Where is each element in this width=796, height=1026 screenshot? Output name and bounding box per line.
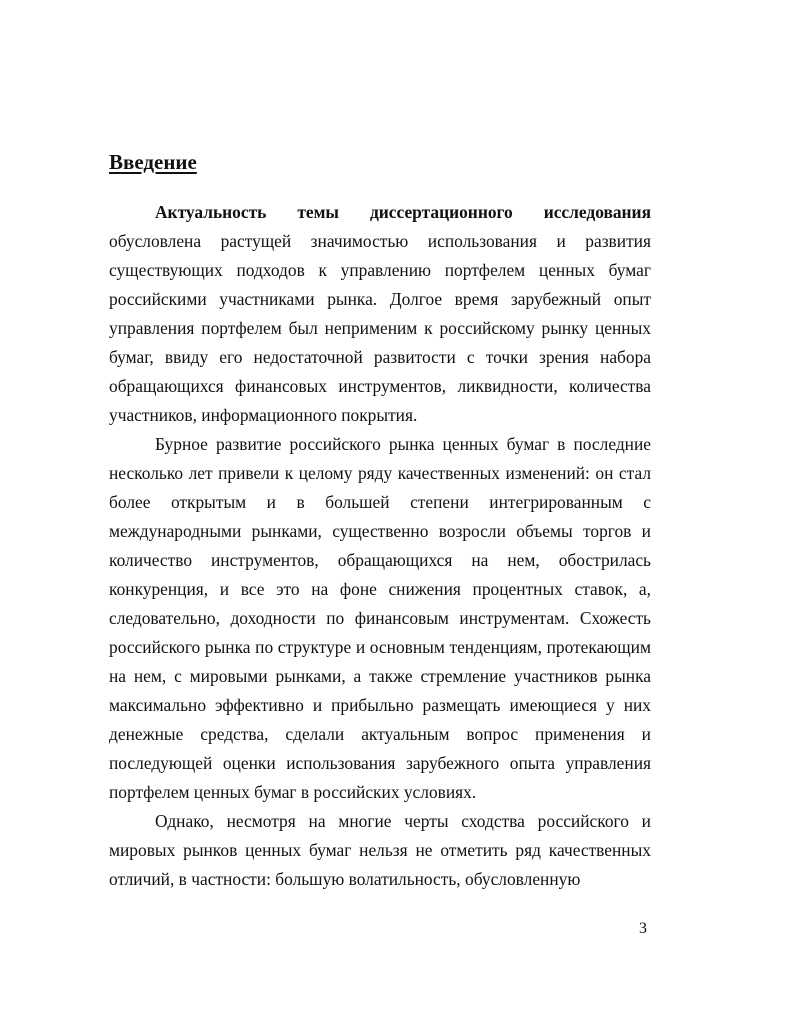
- paragraph-3: Однако, несмотря на многие черты сходства российского и мировых рынков ценных бумаг нельзя не отметить ряд качественных отличий, в частности: большую волатильность, обусловленную: [109, 811, 651, 889]
- paragraph-1-lead: Актуальность темы диссертационного исследования: [155, 202, 651, 222]
- section-heading: Введение: [109, 150, 197, 174]
- body-text: [109, 198, 651, 894]
- page-number: 3: [639, 920, 647, 937]
- paragraph-1-text: обусловлена растущей значимостью использования и развития существующих подходов к управлению портфелем ценных бумаг российскими участниками рынка. Долгое время зарубежный опыт управления портфелем был неприменим к российскому рынку ценных бумаг, ввиду его недостаточной развитости с точки зрения набора обращающихся финансовых инструментов, ликвидности, количества участников, информационного покрытия.: [109, 231, 651, 425]
- paragraph-1: [109, 198, 651, 430]
- paragraph-2: Бурное развитие российского рынка ценных бумаг в последние несколько лет привели к целому ряду качественных изменений: он стал более открытым и в большей степени интегрированным с международными рынками, существенно возросли объемы торгов и количество инструментов, обращающихся на нем, обострилась конкуренция, и все это на фоне снижения процентных ставок, а, следовательно, доходности по финансовым инструментам. Схожесть российского рынка по структуре и основным тенденциям, протекающим на нем, с мировыми рынками, а также стремление участников рынка максимально эффективно и прибыльно размещать имеющиеся у них денежные средства, сделали актуальным вопрос применения и последующей оценки использования зарубежного опыта управления портфелем ценных бумаг в российских условиях.: [109, 434, 651, 802]
